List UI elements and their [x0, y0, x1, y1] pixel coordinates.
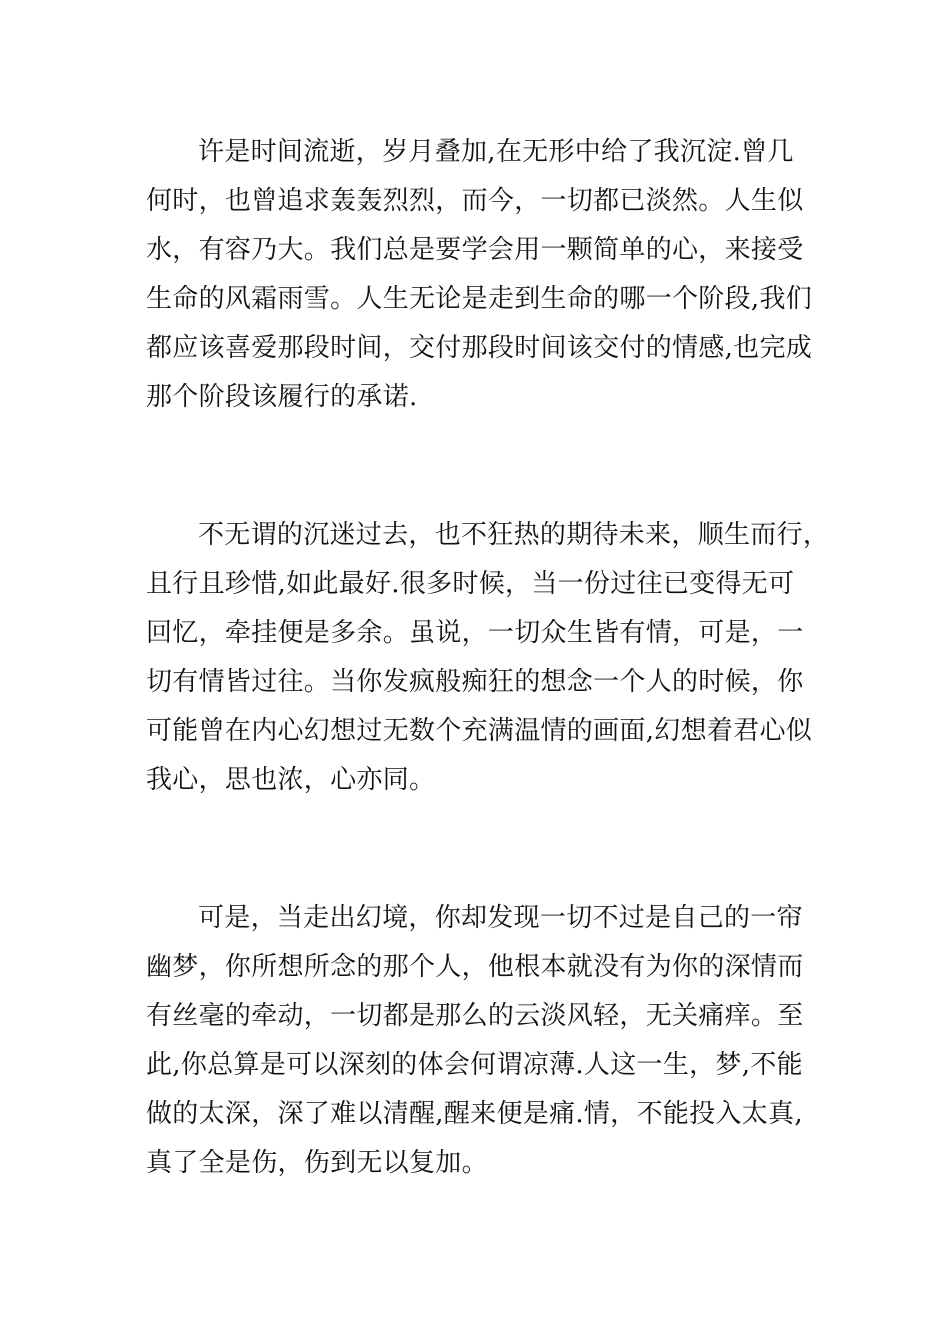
paragraph-2 [146, 511, 830, 805]
paragraph-line: 那个阶段该履行的承诺. [146, 382, 418, 412]
paragraph-line: 水，有容乃大。我们总是要学会用一颗简单的心，来接受 [146, 235, 804, 265]
paragraph-line: 此,你总算是可以深刻的体会何谓凉薄.人这一生，梦,不能 [146, 1050, 803, 1080]
paragraph-line: 生命的风霜雨雪。人生无论是走到生命的哪一个阶段,我们 [146, 284, 813, 314]
paragraph-line: 何时，也曾追求轰轰烈烈，而今，一切都已淡然。人生似 [146, 186, 804, 216]
paragraph-line: 我心，思也浓，心亦同。 [146, 765, 436, 795]
paragraph-3 [146, 894, 802, 1188]
paragraph-line: 真了全是伤，伤到无以复加。 [146, 1148, 488, 1178]
paragraph-gap [146, 422, 802, 511]
paragraph-line: 可能曾在内心幻想过无数个充满温情的画面,幻想着君心似 [146, 716, 813, 746]
paragraph-line: 许是时间流逝，岁月叠加,在无形中给了我沉淀.曾几 [198, 137, 794, 167]
paragraph-line: 有丝毫的牵动，一切都是那么的云淡风轻，无关痛痒。至 [146, 1001, 804, 1031]
paragraph-line: 可是，当走出幻境，你却发现一切不过是自己的一帘 [198, 903, 803, 933]
paragraph-line: 不无谓的沉迷过去，也不狂热的期待未来，顺生而行， [198, 520, 830, 550]
text-column [146, 128, 830, 1188]
paragraph-line: 幽梦，你所想所念的那个人，他根本就没有为你的深情而 [146, 952, 804, 982]
paragraph-line: 都应该喜爱那段时间，交付那段时间该交付的情感,也完成 [146, 333, 813, 363]
paragraph-line: 做的太深，深了难以清醒,醒来便是痛.情，不能投入太真, [146, 1099, 803, 1129]
paragraph-line: 切有情皆过往。当你发疯般痴狂的想念一个人的时候，你 [146, 667, 804, 697]
paragraph-gap [146, 805, 802, 894]
paragraph-line: 回忆，牵挂便是多余。虽说，一切众生皆有情，可是，一 [146, 618, 804, 648]
paragraph-line: 且行且珍惜,如此最好.很多时候，当一份过往已变得无可 [146, 569, 795, 599]
paragraph-1 [146, 128, 813, 422]
